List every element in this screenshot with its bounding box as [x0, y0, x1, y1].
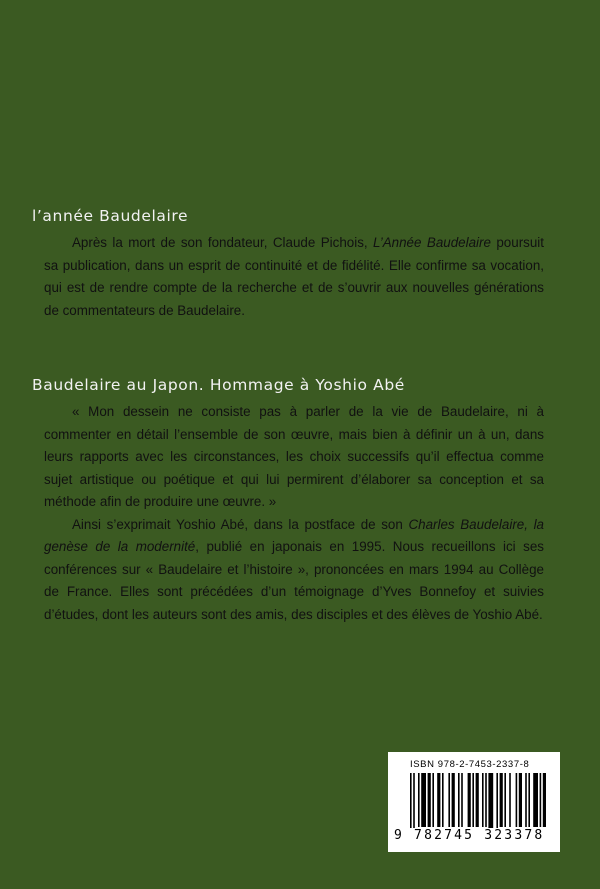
paragraph-text: , publié en japonais en 1995. Nous recueillons ici ses conférences sur « Baudelaire et l’histoire », prononcées en mars 1994 au Collège de France. Elles sont précédées d’un témoignage d’Yves Bonnefoy et suivies d’études, dont les auteurs sont des amis, des disciples et des élèves de Yoshio Abé. [44, 539, 544, 622]
journal-title: L’Année Baudelaire [373, 235, 491, 250]
section-baudelaire-japon [32, 376, 545, 626]
section-annee-baudelaire [32, 207, 544, 322]
section-paragraph [44, 232, 544, 322]
paragraph-text: poursuit sa publication, dans un esprit de continuité et de fidélité. Elle confirme sa vocation, qui est de rendre compte de la recherche et de s’ouvrir aux nouvelles générations de commentateurs de Baudelaire. [44, 235, 544, 318]
barcode-digits: 9 782745 323378 [394, 828, 545, 843]
paragraph-text: Ainsi s’exprimait Yoshio Abé, dans la postface de son [72, 516, 409, 532]
paragraph-text: Après la mort de son fondateur, Claude Pichois, [72, 235, 374, 250]
section-heading: Baudelaire au Japon. Hommage à Yoshio Abé [32, 376, 405, 394]
quote-paragraph: « Mon dessein ne consiste pas à parler de la vie de Baudelaire, ni à commenter en détail l’ensemble de son œuvre, mais bien à définir un à un, dans leurs rapports avec les circonstances, les choix successifs qu’il effectua comme sujet artistique ou poétique et qui lui permirent d’élaborer sa conception et sa méthode afin de produire une œuvre. » [44, 404, 544, 509]
barcode-icon [408, 773, 548, 835]
isbn-barcode-box [388, 752, 560, 852]
isbn-label: ISBN 978-2-7453-2337-8 [410, 759, 530, 770]
book-title: Charles Baudelaire, la genèse de la modernité [44, 516, 545, 554]
section-heading: l’année Baudelaire [32, 207, 189, 225]
section-paragraph [44, 514, 544, 627]
